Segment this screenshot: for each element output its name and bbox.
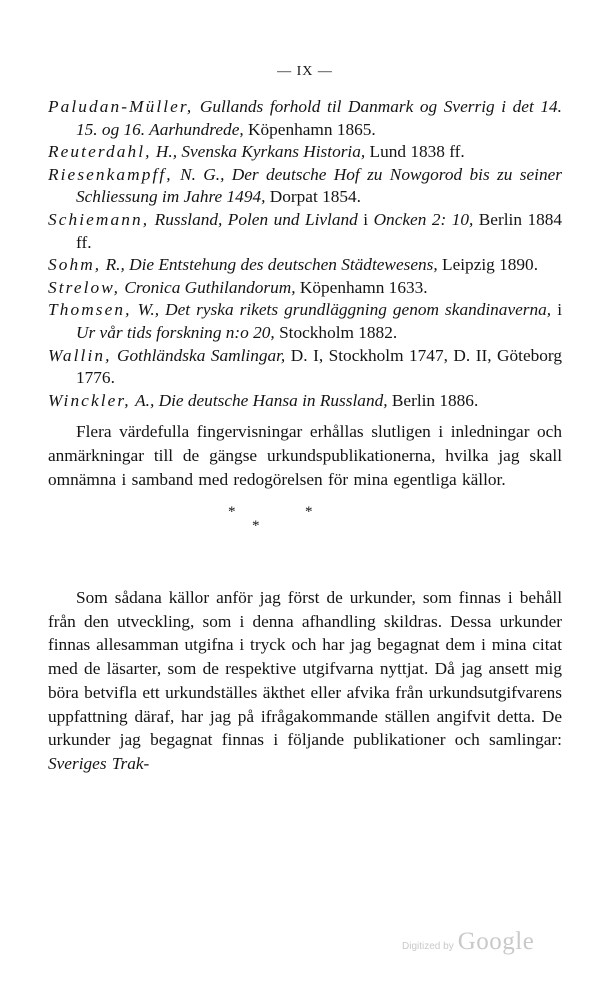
body-paragraph-1: Flera värdefulla fingervisningar erhållas slutligen i inledningar och anmärkningar till de gängse urkundspublikationerna, hvilka jag skall omnämna i samband med redogörelsen för mina egentliga källor. — [48, 422, 562, 489]
paragraph-text: Som sådana källor anför jag först de urkunder, som finnas i behåll från den utveckling, som i denna afhandling skildras. Dessa urkunder finnas allesamman utgifna i tryck och har jag begagnat dem i mina citat med de läsarter, som de respektive utgifvarna nyttjat. Då jag ansett mig böra betvifla ett urkundställes äkthet eller afvika från urkundsutgifvarens uppfattning däraf, har jag på ifrågakommande ställen angifvit detta. De urkunder jag begagnat finnas i följande publikationer och samlingar: — [48, 587, 562, 750]
entry-title: Gothländska Samlingar, — [117, 345, 286, 365]
entry-title: Der deutsche Hof zu Nowgorod bis zu seiner Schliessung im Jahre 1494, — [76, 164, 562, 207]
bibliography-list — [48, 96, 562, 412]
entry-title: Die Entstehung des deutschen Städtewesens, — [129, 255, 438, 275]
entry-publication: Stockholm 1882. — [279, 322, 398, 342]
bibliography-entry — [48, 96, 562, 141]
entry-author: Winckler, — [48, 390, 131, 410]
entry-initials: H., — [155, 142, 178, 162]
bibliography-entry — [48, 277, 562, 300]
page-number: — IX — — [277, 64, 333, 79]
bibliography-entry — [48, 299, 562, 344]
entry-title: Det ryska rikets grundläggning genom skandinaverna, — [165, 300, 552, 320]
entry-publication: Köpenhamn 1633. — [299, 277, 428, 297]
paragraph-italic-end: Sveriges Trak- — [48, 754, 150, 774]
entry-author: Sohm, — [48, 255, 102, 275]
entry-publication: Köpenhamn 1865. — [248, 119, 376, 139]
section-asterism — [48, 502, 562, 546]
entry-publication: Dorpat 1854. — [269, 187, 361, 207]
bibliography-entry — [48, 209, 562, 254]
entry-publication: Leipzig 1890. — [442, 255, 539, 275]
entry-connector: i — [363, 209, 369, 229]
entry-publication: Berlin 1884 ff. — [76, 209, 563, 252]
entry-series: Ur vår tids forskning n:o 20, — [76, 322, 275, 342]
entry-author: Thomsen, — [48, 300, 132, 320]
entry-author: Reuterdahl, — [48, 142, 152, 162]
bibliography-entry — [48, 164, 562, 209]
entry-initials: N. G., — [180, 164, 225, 184]
watermark-prefix: Digitized by — [402, 941, 454, 952]
google-logo-text: Google — [457, 928, 535, 955]
entry-title: Svenska Kyrkans Historia, — [181, 142, 366, 162]
entry-initials: R., — [105, 255, 125, 275]
entry-title: Die deutsche Hansa in Russland, — [158, 390, 388, 410]
entry-author: Wallin, — [48, 345, 112, 365]
entry-author: Schiemann, — [48, 209, 150, 229]
entry-title: Russland, Polen und Livland — [154, 209, 358, 229]
entry-title: Cronica Guthilandorum, — [124, 277, 296, 297]
body-paragraph-2 — [48, 586, 562, 776]
asterisk-right: * — [305, 503, 313, 520]
entry-connector: i — [557, 300, 563, 320]
bibliography-entry — [48, 141, 562, 164]
google-watermark — [402, 928, 534, 956]
bibliography-entry — [48, 390, 562, 413]
entry-title: Gullands forhold til Danmark og Sverrig i det 14. 15. og 16. Aarhundrede, — [76, 97, 562, 139]
book-page — [48, 64, 562, 776]
entry-author: Riesenkampff, — [48, 164, 173, 184]
entry-initials: W., — [137, 300, 160, 320]
asterisk-left: * — [228, 503, 236, 520]
bibliography-entry — [48, 345, 562, 390]
entry-publication: D. I, Stockholm 1747, D. II, Göteborg 1776. — [76, 345, 562, 388]
entry-initials: A., — [135, 390, 155, 410]
bibliography-entry — [48, 254, 562, 277]
entry-series: Oncken 2: 10, — [373, 209, 474, 229]
entry-author: Paludan-Müller, — [48, 97, 194, 116]
entry-publication: Berlin 1886. — [391, 390, 479, 410]
asterisk-middle: * — [252, 517, 260, 534]
entry-author: Strelow, — [48, 277, 121, 297]
entry-publication: Lund 1838 ff. — [369, 142, 465, 162]
